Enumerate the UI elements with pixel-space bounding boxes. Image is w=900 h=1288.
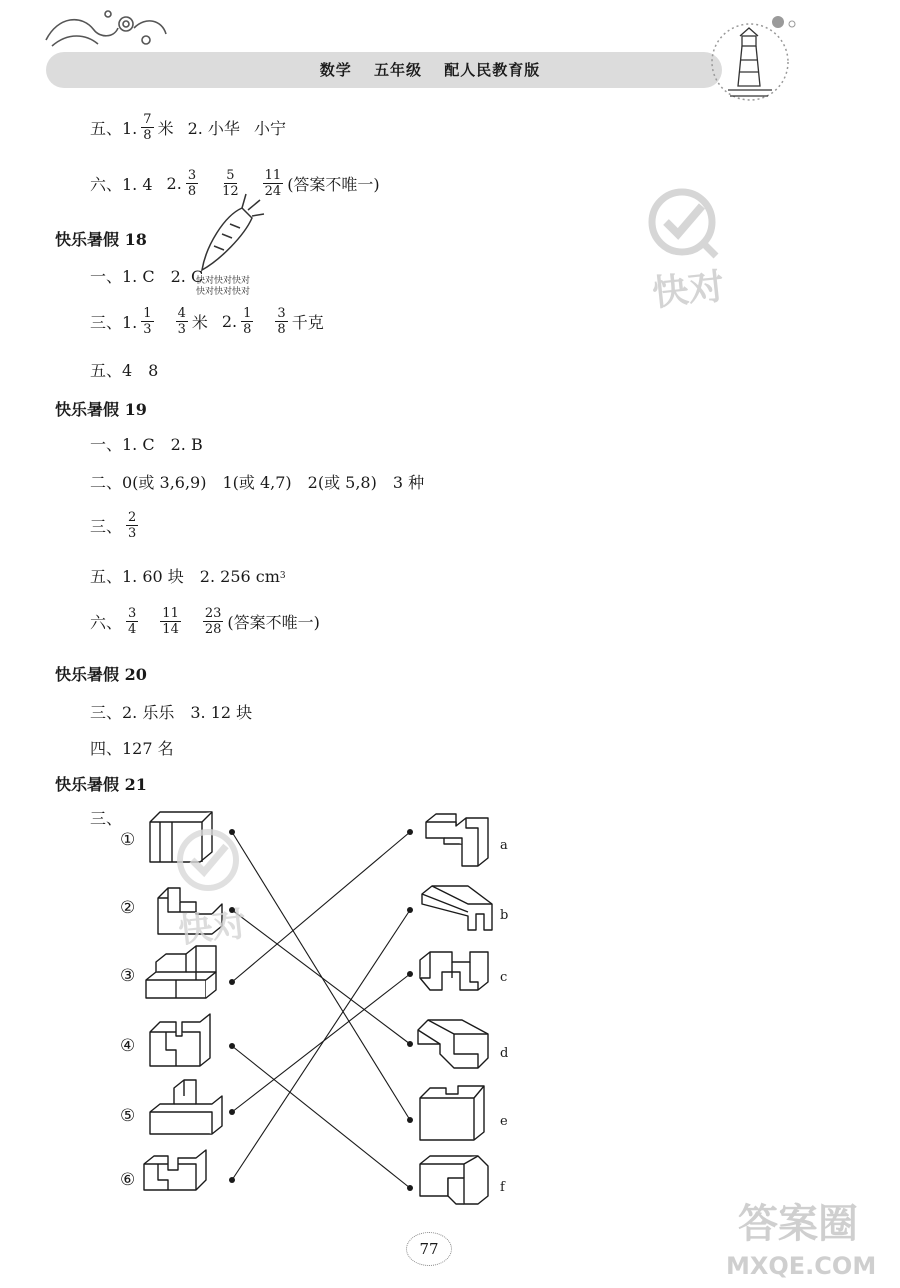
numerator: 2 xyxy=(128,510,137,525)
figure-letter-e: e xyxy=(500,1114,508,1129)
site-watermark-url: MXQE.COM xyxy=(726,1252,877,1280)
match-line-5-c xyxy=(232,974,410,1112)
answer-text: 一、1. C 2. B xyxy=(90,435,203,454)
answer-text: 四、127 名 xyxy=(90,739,174,758)
denominator: 3 xyxy=(128,526,137,541)
numerator: 3 xyxy=(187,168,197,183)
numerator: 5 xyxy=(226,168,235,183)
page-number: 77 xyxy=(406,1232,452,1266)
denominator: 28 xyxy=(204,622,222,637)
figure-letter-c: c xyxy=(500,970,508,985)
match-dot xyxy=(229,979,235,985)
figure-letter-f: f xyxy=(500,1180,505,1195)
figure-number-1: ① xyxy=(120,830,136,850)
answer-part: 小宁 xyxy=(253,119,286,138)
numerator: 4 xyxy=(177,306,186,321)
watermark-brand: 快对 xyxy=(650,266,727,315)
match-dot xyxy=(229,1109,235,1115)
denominator: 3 xyxy=(177,322,186,337)
solid-5 xyxy=(150,1080,222,1134)
numerator: 1 xyxy=(143,306,152,321)
match-dot xyxy=(407,1185,413,1191)
match-dot xyxy=(407,829,413,835)
unit: 米 xyxy=(157,119,174,138)
answer-part: 2. xyxy=(221,312,238,331)
numerator: 23 xyxy=(204,606,222,621)
denominator: 3 xyxy=(143,322,152,337)
match-line-3-a xyxy=(232,832,410,982)
denominator: 12 xyxy=(222,184,239,199)
superscript: 3 xyxy=(279,570,286,581)
answer-text: 一、1. C 2. C xyxy=(90,267,204,286)
match-dot xyxy=(229,1043,235,1049)
numerator: 11 xyxy=(162,606,179,621)
watermark-brand-2: 快对 xyxy=(176,904,249,952)
heading-number: 20 xyxy=(124,665,147,684)
answer-text: 三、 xyxy=(90,809,123,828)
subject-label: 数学 xyxy=(319,61,352,79)
heading-number: 19 xyxy=(124,400,147,419)
heading-number: 18 xyxy=(124,230,147,249)
denominator: 8 xyxy=(277,322,286,337)
figure-number-2: ② xyxy=(120,898,136,918)
solid-6 xyxy=(144,1150,206,1190)
solid-a xyxy=(426,814,488,866)
small-watermark-line2: 快对快对快对 xyxy=(196,287,251,297)
numerator: 1 xyxy=(243,306,252,321)
unit: 千克 xyxy=(291,313,324,332)
heading-label: 快乐暑假 xyxy=(55,230,120,249)
figure-letter-d: d xyxy=(500,1046,509,1061)
denominator: 8 xyxy=(243,322,252,337)
heading-label: 快乐暑假 xyxy=(55,400,120,419)
match-line-2-d xyxy=(232,910,410,1044)
solid-e xyxy=(420,1086,484,1140)
denominator: 4 xyxy=(128,622,137,637)
figure-letter-b: b xyxy=(500,908,509,923)
small-watermark-line1: 快对快对快对 xyxy=(196,276,251,286)
answer-part: 2. 小华 xyxy=(187,119,240,138)
item-prefix: 六、1. 4 xyxy=(90,175,153,194)
match-dot xyxy=(407,907,413,913)
heading-label: 快乐暑假 xyxy=(55,775,120,794)
item-prefix: 三、1. xyxy=(90,313,138,332)
solid-f xyxy=(420,1156,488,1204)
denominator: 8 xyxy=(187,184,197,199)
numerator: 11 xyxy=(264,168,282,183)
denominator: 8 xyxy=(143,128,152,143)
numerator: 3 xyxy=(277,306,286,321)
note: (答案不唯一) xyxy=(227,613,320,632)
match-line-4-f xyxy=(232,1046,410,1188)
answer-text: 五、1. 60 块 2. 256 cm xyxy=(90,567,280,586)
item-prefix: 六、 xyxy=(90,613,123,632)
solid-3 xyxy=(146,946,216,998)
item-prefix: 三、 xyxy=(90,517,123,536)
match-dot xyxy=(407,971,413,977)
watermark-check-icon-2 xyxy=(170,826,250,896)
match-line-6-b xyxy=(232,910,410,1180)
figure-number-4: ④ xyxy=(120,1036,136,1056)
match-dot xyxy=(407,1041,413,1047)
figure-letter-a: a xyxy=(500,838,508,853)
heading-label: 快乐暑假 xyxy=(55,665,120,684)
denominator: 14 xyxy=(162,622,179,637)
heading-number: 21 xyxy=(124,775,147,794)
match-dot xyxy=(229,1177,235,1183)
answer-text: 五、4 8 xyxy=(90,361,159,380)
figure-number-6: ⑥ xyxy=(120,1170,136,1190)
note: (答案不唯一) xyxy=(287,175,380,194)
match-dot xyxy=(407,1117,413,1123)
numerator: 7 xyxy=(143,112,152,127)
grade-label: 五年级 xyxy=(373,61,422,79)
answer-text: 二、0(或 3,6,9) 1(或 4,7) 2(或 5,8) 3 种 xyxy=(90,473,425,492)
solid-4 xyxy=(150,1014,210,1066)
numerator: 3 xyxy=(128,606,137,621)
answer-part: 2. xyxy=(166,174,182,193)
site-watermark-logo: 答案圈 xyxy=(738,1201,858,1247)
solid-c xyxy=(420,952,488,990)
figure-number-3: ③ xyxy=(120,966,136,986)
solid-d xyxy=(418,1020,488,1068)
figure-number-5: ⑤ xyxy=(120,1106,136,1126)
item-prefix: 五、1. xyxy=(90,119,138,138)
edition-label: 配人民教育版 xyxy=(444,61,541,79)
answer-text: 三、2. 乐乐 3. 12 块 xyxy=(90,703,253,722)
solid-b xyxy=(422,886,492,930)
match-line-1-e xyxy=(232,832,410,1120)
unit: 米 xyxy=(191,313,208,332)
denominator: 24 xyxy=(264,184,282,199)
